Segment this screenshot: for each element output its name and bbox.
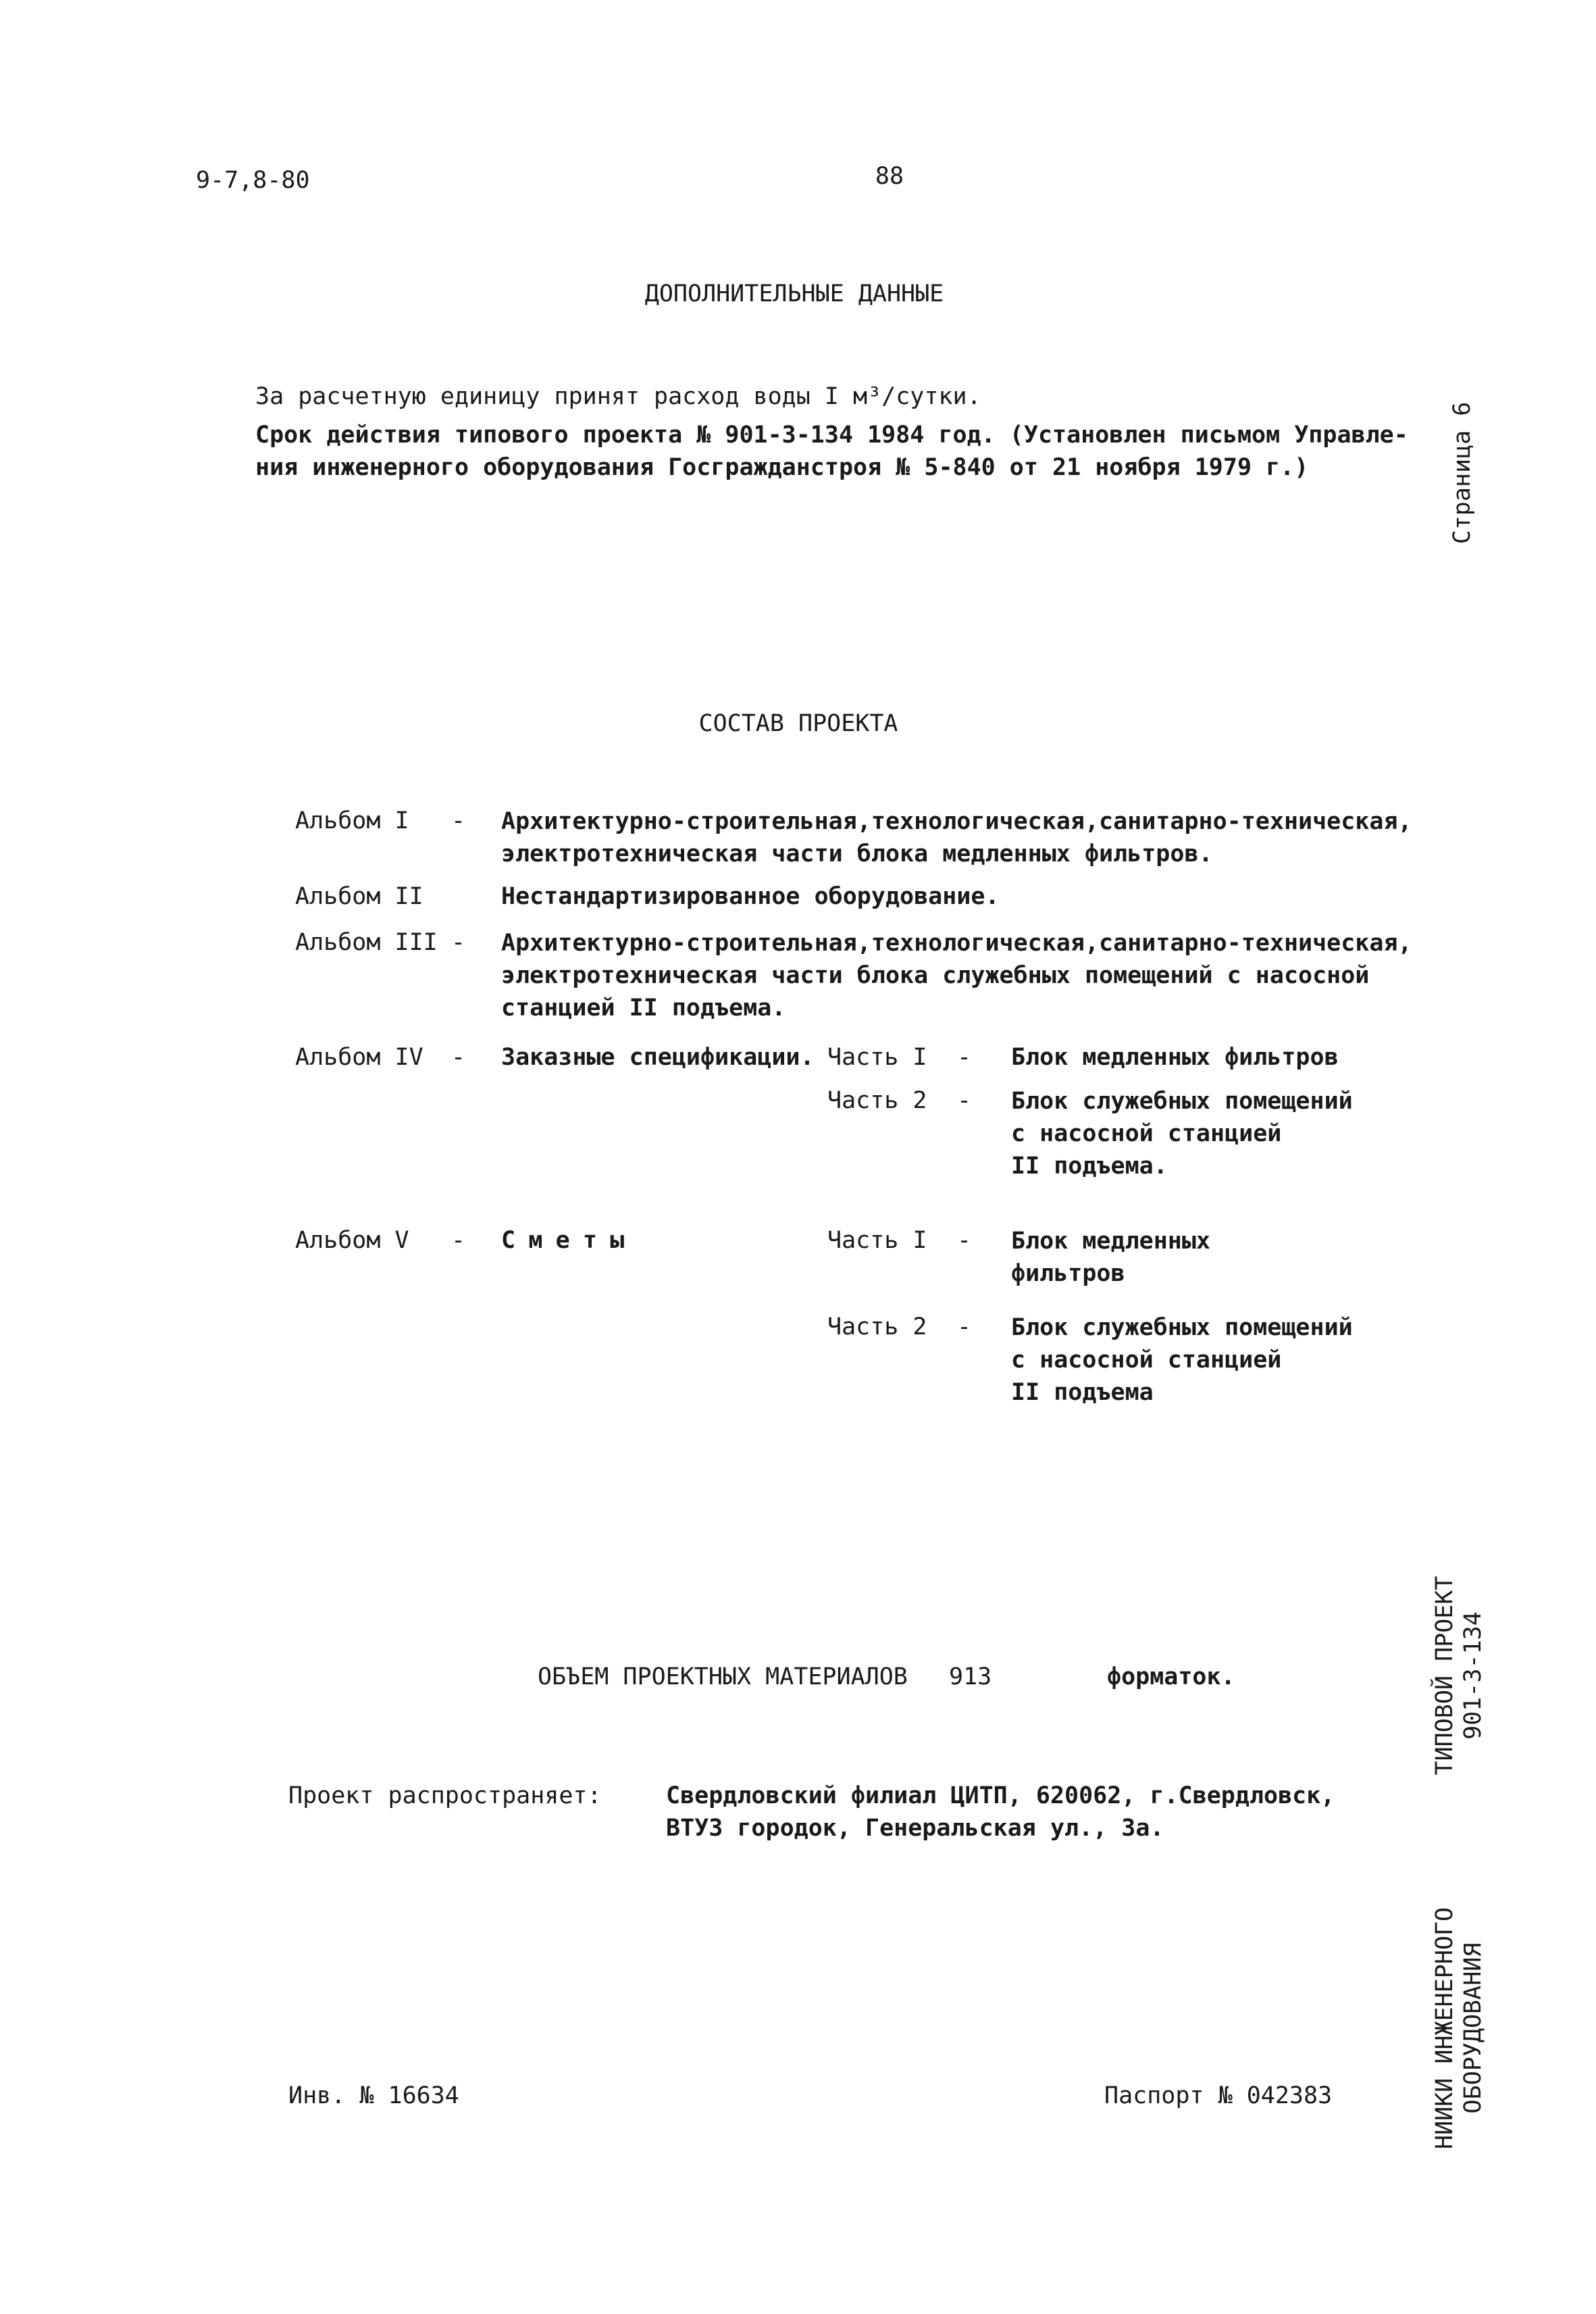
unit-line: За расчетную единицу принят расход воды I м³/сутки. — [255, 383, 981, 410]
album-2-line-1: Нестандартизированное оборудование. — [501, 883, 1000, 910]
validity-line-2: ния инженерного оборудования Госгражданстроя № 5-840 от 21 ноября 1979 г.) — [255, 454, 1309, 481]
album-5-dash: - — [451, 1227, 466, 1254]
album-5-part-1-line-2: фильтров — [1011, 1260, 1125, 1287]
album-4-part-2-line-3: II подъема. — [1011, 1153, 1168, 1180]
album-4-title: Заказные спецификации. — [501, 1044, 815, 1071]
album-4-part-2-description — [1011, 1085, 1353, 1182]
album-5-part-1-line-1: Блок медленных — [1011, 1228, 1211, 1255]
passport-number: Паспорт № 042383 — [1104, 2082, 1333, 2109]
side-institute-label — [1431, 1907, 1487, 2149]
inventory-number: Инв. № 16634 — [288, 2082, 459, 2109]
album-5-part-2-dash: - — [957, 1313, 972, 1340]
album-4-part-1-dash: - — [957, 1044, 972, 1071]
album-5-part-2-line-3: II подъема — [1011, 1379, 1154, 1406]
side-project-line-2: 901-3-134 — [1460, 1611, 1487, 1740]
album-2-name: Альбом II — [295, 883, 423, 910]
album-4-part-1-name: Часть I — [827, 1044, 927, 1071]
distributor-line-1: Свердловский филиал ЦИТП, 620062, г.Свердловск, — [666, 1782, 1335, 1809]
album-1-line-2: электротехническая части блока медленных фильтров. — [501, 840, 1213, 867]
composition-title: СОСТАВ ПРОЕКТА — [698, 710, 898, 737]
album-5-name: Альбом V — [295, 1227, 409, 1254]
volume-label: ОБЪЕМ ПРОЕКТНЫХ МАТЕРИАЛОВ — [538, 1663, 908, 1690]
side-institute-line-2: ОБОРУДОВАНИЯ — [1460, 1942, 1487, 2114]
album-5-part-2-line-1: Блок служебных помещений — [1011, 1314, 1353, 1341]
album-4-part-2-name: Часть 2 — [827, 1087, 927, 1114]
side-project-line-1: ТИПОВОЙ ПРОЕКТ — [1431, 1576, 1458, 1776]
album-3-line-1: Архитектурно-строительная,технологическая,санитарно-техническая, — [501, 930, 1412, 957]
album-3-dash: - — [451, 929, 466, 956]
album-5-part-2-name: Часть 2 — [827, 1313, 927, 1340]
album-5-title: Сметы — [501, 1227, 638, 1254]
document-code: 9-7,8-80 — [196, 167, 310, 194]
album-1-name: Альбом I — [295, 807, 409, 834]
album-1-description — [501, 805, 1412, 870]
side-project-label — [1431, 1576, 1487, 1775]
album-5-part-1-name: Часть I — [827, 1227, 927, 1254]
page-number: 88 — [875, 163, 904, 190]
side-page-label: Страница 6 — [1449, 401, 1476, 545]
album-5-part-2-description — [1011, 1311, 1353, 1409]
volume-unit: форматок. — [1107, 1663, 1235, 1690]
album-4-part-1-line-1: Блок медленных фильтров — [1011, 1044, 1339, 1071]
distributor-line-2: ВТУЗ городок, Генеральская ул., 3а. — [666, 1815, 1164, 1842]
album-3-description — [501, 927, 1412, 1024]
album-5-part-2-line-2: с насосной станцией — [1011, 1347, 1282, 1374]
album-1-line-1: Архитектурно-строительная,технологическая,санитарно-техническая, — [501, 808, 1412, 835]
album-3-name: Альбом III — [295, 929, 438, 956]
album-4-part-2-line-2: с насосной станцией — [1011, 1120, 1282, 1147]
album-3-line-3: станцией II подъема. — [501, 995, 786, 1022]
album-5-part-1-description — [1011, 1225, 1210, 1290]
distributor-label: Проект распространяет: — [288, 1782, 602, 1809]
side-institute-line-1: НИИКИ ИНЖЕНЕРНОГО — [1431, 1907, 1458, 2150]
volume-value: 913 — [949, 1663, 992, 1690]
album-4-part-2-dash: - — [957, 1087, 972, 1114]
validity-line-1: Срок действия типового проекта № 901-3-134 1984 год. (Установлен письмом Управле- — [255, 422, 1408, 449]
album-3-line-2: электротехническая части блока служебных помещений с насосной — [501, 962, 1370, 989]
additional-data-title: ДОПОЛНИТЕЛЬНЫЕ ДАННЫЕ — [644, 280, 944, 307]
album-4-dash: - — [451, 1044, 466, 1071]
album-5-part-1-dash: - — [957, 1227, 972, 1254]
album-4-part-2-line-1: Блок служебных помещений — [1011, 1088, 1353, 1115]
album-1-dash: - — [451, 807, 466, 834]
album-4-name: Альбом IV — [295, 1044, 423, 1071]
